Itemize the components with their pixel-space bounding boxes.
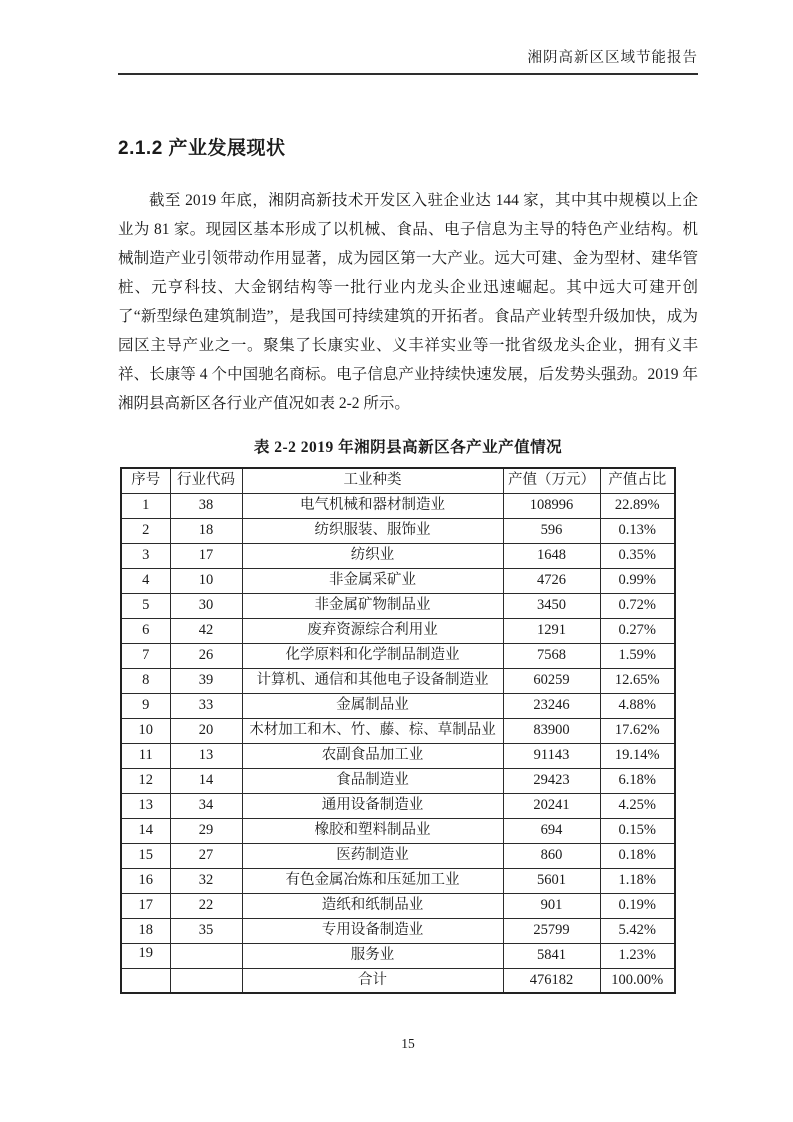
table-cell: 电气机械和器材制造业 — [242, 493, 503, 518]
table-cell: 27 — [170, 843, 242, 868]
table-cell: 非金属矿物制品业 — [242, 593, 503, 618]
table-row — [121, 743, 675, 768]
table-cell: 5 — [121, 593, 170, 618]
table-cell: 20241 — [503, 793, 600, 818]
table-header-cell: 产值（万元） — [503, 468, 600, 493]
table-cell: 0.15% — [600, 818, 675, 843]
industry-output-table — [120, 467, 676, 994]
table-cell: 60259 — [503, 668, 600, 693]
table-header-cell: 行业代码 — [170, 468, 242, 493]
table-row — [121, 918, 675, 943]
table-cell: 1648 — [503, 543, 600, 568]
table-row — [121, 693, 675, 718]
table-cell: 0.35% — [600, 543, 675, 568]
table-cell: 91143 — [503, 743, 600, 768]
table-cell: 18 — [170, 518, 242, 543]
table-header-cell: 产值占比 — [600, 468, 675, 493]
table-cell: 有色金属冶炼和压延加工业 — [242, 868, 503, 893]
table-cell: 9 — [121, 693, 170, 718]
table-cell: 13 — [121, 793, 170, 818]
table-cell: 83900 — [503, 718, 600, 743]
table-row — [121, 643, 675, 668]
table-cell: 6.18% — [600, 768, 675, 793]
table-cell: 农副食品加工业 — [242, 743, 503, 768]
table-cell: 8 — [121, 668, 170, 693]
table-cell: 17 — [170, 543, 242, 568]
table-cell — [170, 943, 242, 968]
table-cell: 33 — [170, 693, 242, 718]
table-cell: 6 — [121, 618, 170, 643]
table-cell: 35 — [170, 918, 242, 943]
table-header-cell: 工业种类 — [242, 468, 503, 493]
page-header — [118, 46, 698, 75]
table-cell — [170, 968, 242, 993]
table-header-cell: 序号 — [121, 468, 170, 493]
table-cell: 造纸和纸制品业 — [242, 893, 503, 918]
table-cell: 13 — [170, 743, 242, 768]
table-cell: 5841 — [503, 943, 600, 968]
table-cell: 5.42% — [600, 918, 675, 943]
table-cell: 医药制造业 — [242, 843, 503, 868]
table-cell: 30 — [170, 593, 242, 618]
table-cell: 2 — [121, 518, 170, 543]
table-header-row — [121, 468, 675, 493]
table-head — [121, 468, 675, 493]
table-cell: 4.25% — [600, 793, 675, 818]
table-cell: 15 — [121, 843, 170, 868]
table-cell: 木材加工和木、竹、藤、棕、草制品业 — [242, 718, 503, 743]
table-cell: 计算机、通信和其他电子设备制造业 — [242, 668, 503, 693]
table-cell: 20 — [170, 718, 242, 743]
table-cell: 17.62% — [600, 718, 675, 743]
table-cell: 16 — [121, 868, 170, 893]
table-cell: 1.59% — [600, 643, 675, 668]
table-cell: 5601 — [503, 868, 600, 893]
table-row — [121, 843, 675, 868]
table-cell: 1 — [121, 493, 170, 518]
table-cell: 38 — [170, 493, 242, 518]
table-title: 表 2-2 2019 年湘阴县高新区各产业产值情况 — [253, 439, 563, 456]
table-cell: 0.19% — [600, 893, 675, 918]
table-cell: 化学原料和化学制品制造业 — [242, 643, 503, 668]
table-cell: 3 — [121, 543, 170, 568]
table-cell: 22.89% — [600, 493, 675, 518]
table-row — [121, 893, 675, 918]
table-cell: 17 — [121, 893, 170, 918]
table-cell: 3450 — [503, 593, 600, 618]
table-cell: 29423 — [503, 768, 600, 793]
table-cell: 42 — [170, 618, 242, 643]
table-cell: 7568 — [503, 643, 600, 668]
header-title: 湘阴高新区区域节能报告 — [527, 50, 698, 66]
table-cell: 0.99% — [600, 568, 675, 593]
table-row — [121, 568, 675, 593]
table-cell: 18 — [121, 918, 170, 943]
table-cell: 通用设备制造业 — [242, 793, 503, 818]
table-cell: 694 — [503, 818, 600, 843]
table-cell: 108996 — [503, 493, 600, 518]
table-row — [121, 718, 675, 743]
table-cell: 非金属采矿业 — [242, 568, 503, 593]
table-cell: 100.00% — [600, 968, 675, 993]
table-cell: 23246 — [503, 693, 600, 718]
table-cell: 1.23% — [600, 943, 675, 968]
table-row — [121, 518, 675, 543]
table-row — [121, 818, 675, 843]
table-row — [121, 793, 675, 818]
table-cell: 14 — [121, 818, 170, 843]
table-cell: 32 — [170, 868, 242, 893]
table-cell: 食品制造业 — [242, 768, 503, 793]
table-row — [121, 543, 675, 568]
table-row — [121, 943, 675, 968]
table-cell: 橡胶和塑料制品业 — [242, 818, 503, 843]
table-row — [121, 768, 675, 793]
table-cell: 596 — [503, 518, 600, 543]
table-cell: 39 — [170, 668, 242, 693]
table-cell: 34 — [170, 793, 242, 818]
table-cell: 860 — [503, 843, 600, 868]
table-cell: 4726 — [503, 568, 600, 593]
section-heading: 2.1.2 产业发展现状 — [118, 138, 286, 159]
table-cell — [121, 968, 170, 993]
table-body — [121, 493, 675, 993]
table-row — [121, 968, 675, 993]
table-cell: 0.72% — [600, 593, 675, 618]
table-cell: 29 — [170, 818, 242, 843]
table-cell: 服务业 — [242, 943, 503, 968]
table-cell: 11 — [121, 743, 170, 768]
table-row — [121, 668, 675, 693]
table-cell: 10 — [170, 568, 242, 593]
table-row — [121, 618, 675, 643]
table-cell: 1.18% — [600, 868, 675, 893]
table-cell: 12.65% — [600, 668, 675, 693]
table-cell: 19 — [121, 943, 170, 968]
table-cell: 7 — [121, 643, 170, 668]
table-cell: 4 — [121, 568, 170, 593]
table-cell: 4.88% — [600, 693, 675, 718]
table-cell: 纺织服装、服饰业 — [242, 518, 503, 543]
table-cell: 0.27% — [600, 618, 675, 643]
table-cell: 901 — [503, 893, 600, 918]
table-cell: 14 — [170, 768, 242, 793]
table-cell: 1291 — [503, 618, 600, 643]
table-cell: 废弃资源综合利用业 — [242, 618, 503, 643]
table-cell: 金属制品业 — [242, 693, 503, 718]
table-cell: 合计 — [242, 968, 503, 993]
table-cell: 22 — [170, 893, 242, 918]
table-cell: 476182 — [503, 968, 600, 993]
table-cell: 12 — [121, 768, 170, 793]
table-cell: 19.14% — [600, 743, 675, 768]
table-cell: 25799 — [503, 918, 600, 943]
body-paragraph: 截至 2019 年底，湘阴高新技术开发区入驻企业达 144 家，其中其中规模以上企业为 81 家。现园区基本形成了以机械、食品、电子信息为主导的特色产业结构。机械制造产业引领带动作用显著，成为园区第一大产业。远大可建、金为型材、建华管桩、元亨科技、大金钢结构等一批行业内龙头企业迅速崛起。其中远大可建开创了“新型绿色建筑制造”，是我国可持续建筑的开拓者。食品产业转型升级加快，成为园区主导产业之一。聚集了长康实业、义丰祥实业等一批省级龙头企业，拥有义丰祥、长康等 4 个中国驰名商标。电子信息产业持续快速发展，后发势头强劲。2019 年湘阴县高新区各行业产值况如表 2-2 所示。 — [118, 192, 698, 412]
table-row — [121, 868, 675, 893]
table-cell: 0.18% — [600, 843, 675, 868]
table-row — [121, 493, 675, 518]
page-number: 15 — [401, 1036, 415, 1051]
table-cell: 纺织业 — [242, 543, 503, 568]
table-cell: 26 — [170, 643, 242, 668]
table-cell: 0.13% — [600, 518, 675, 543]
table-row — [121, 593, 675, 618]
table-cell: 专用设备制造业 — [242, 918, 503, 943]
table-cell: 10 — [121, 718, 170, 743]
